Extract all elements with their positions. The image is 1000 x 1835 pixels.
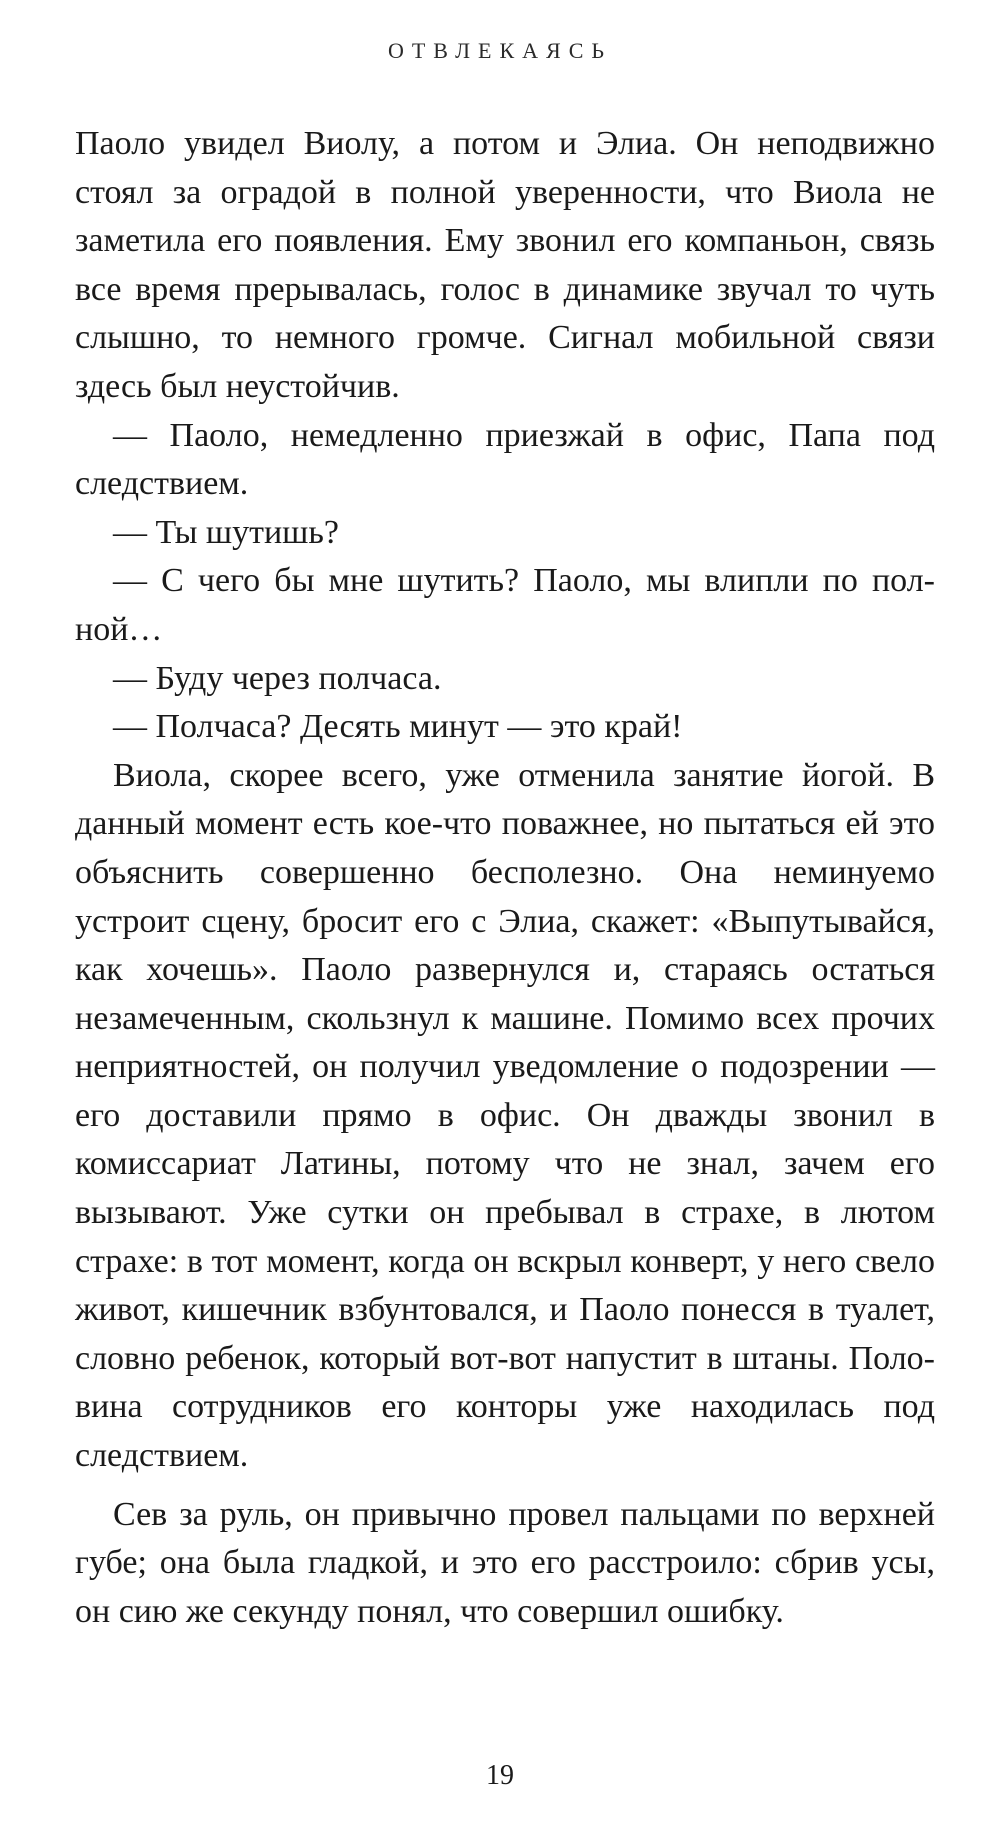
dialogue-line: — С чего бы мне шутить? Паоло, мы влипли по полной… (75, 562, 935, 648)
dialogue-line: — Паоло, немедленно приезжай в офис, Папа под следствием. (75, 416, 935, 503)
paragraph: Сев за руль, он привычно провел пальцами по верхней губе; она была гладкой, и это его расстроило: сбрив усы, он сию же секунду понял, что совершил ошибку. (75, 1495, 935, 1630)
dialogue-line: — Полчаса? Десять минут — это край! (113, 708, 683, 746)
body-text (75, 120, 935, 1636)
dialogue-line: — Ты шутишь? (113, 513, 339, 551)
dialogue-line: — Буду через полчаса. (113, 659, 442, 697)
page-number: 19 (486, 1760, 514, 1791)
paragraph: Виола, скорее всего, уже отменила занятие йогой. В данный момент есть кое-что поважнее, но пытаться ей это объяснить совершенно бесполезно. Она неминуемо устроит сцену, бросит его с Элиа, скажет: «Выпутывайся, как хочешь». Паоло развернулся и, стараясь остаться незамеченным, скользнул к машине. Помимо всех прочих неприятностей, он получил уведомление о подозрении — его доставили прямо в офис. Он дважды звонил в комиссариат Латины, потому что не знал, зачем его вызывают. Уже сутки он пребывал в страхе, в лютом страхе: в тот момент, когда он вскрыл конверт, у него свело живот, кишечник взбунтовался, и Паоло понесся в туалет, словно ребенок, который вот-вот напустит в штаны. Половина сотрудников его конторы уже находилась под следствием. (75, 756, 935, 1475)
running-head: ОТВЛЕКАЯСЬ (387, 38, 613, 63)
paragraph: Паоло увидел Виолу, а потом и Элиа. Он неподвижно стоял за оградой в полной уверенности, что Виола не заметила его появления. Ему звонил его компаньон, связь все время прерывалась, голос в динамике звучал то чуть слышно, то немного громче. Сигнал мобильной связи здесь был неустойчив. (75, 125, 935, 405)
